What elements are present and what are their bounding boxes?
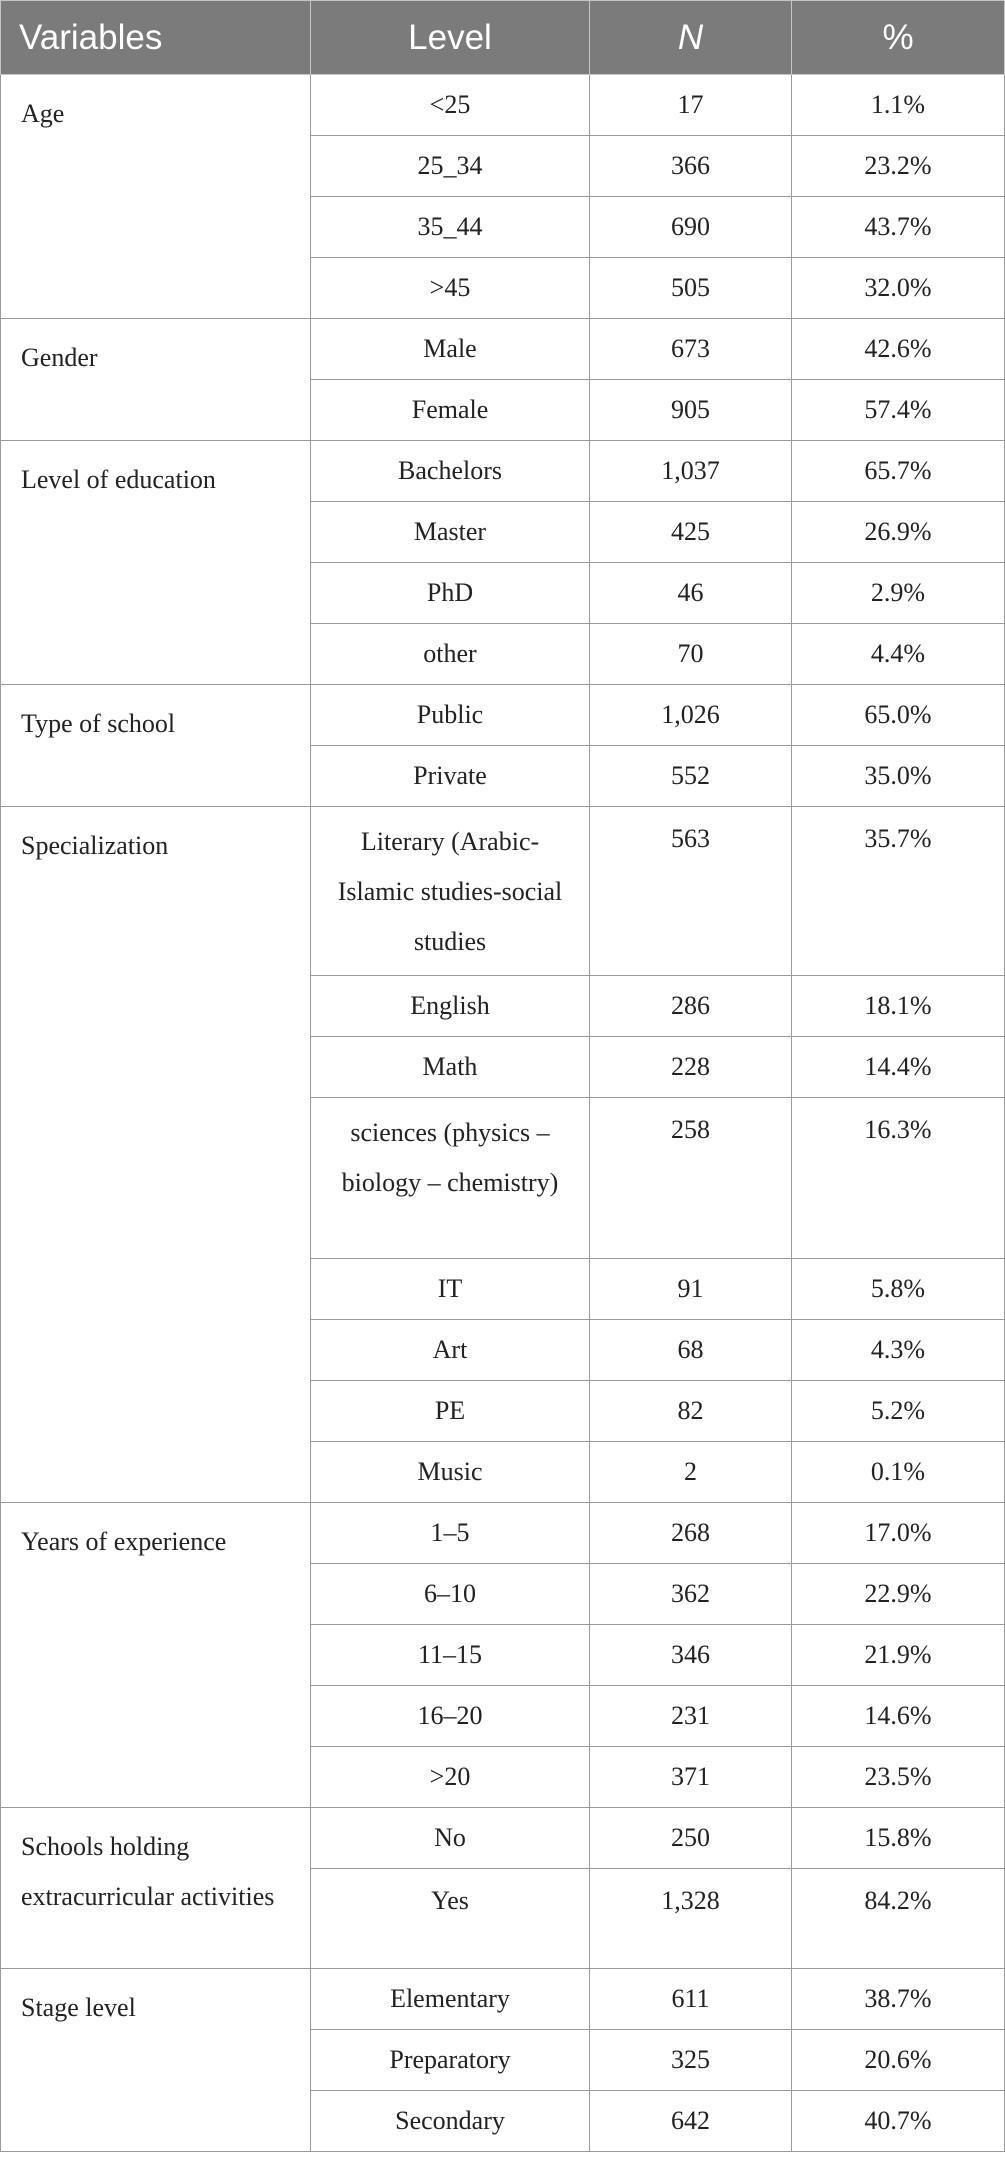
table-row: [1, 807, 1005, 976]
level-cell: Master: [311, 502, 590, 563]
level-cell: Art: [311, 1320, 590, 1381]
header-variables: Variables: [1, 1, 311, 75]
n-cell: 346: [590, 1625, 792, 1686]
n-cell: 231: [590, 1686, 792, 1747]
pct-cell: 65.0%: [792, 685, 1005, 746]
pct-cell: 2.9%: [792, 563, 1005, 624]
level-cell: Public: [311, 685, 590, 746]
pct-cell: 16.3%: [792, 1098, 1005, 1259]
level-cell: other: [311, 624, 590, 685]
level-cell: Private: [311, 746, 590, 807]
level-cell: 6–10: [311, 1564, 590, 1625]
n-cell: 46: [590, 563, 792, 624]
variable-age: Age: [1, 75, 311, 319]
level-cell: PE: [311, 1381, 590, 1442]
pct-cell: 5.2%: [792, 1381, 1005, 1442]
n-cell: 68: [590, 1320, 792, 1381]
level-cell: Yes: [311, 1869, 590, 1969]
n-cell: 371: [590, 1747, 792, 1808]
pct-cell: 84.2%: [792, 1869, 1005, 1969]
pct-cell: 4.4%: [792, 624, 1005, 685]
level-cell: 16–20: [311, 1686, 590, 1747]
pct-cell: 1.1%: [792, 75, 1005, 136]
header-n: N: [590, 1, 792, 75]
level-cell: English: [311, 976, 590, 1037]
table-row: [1, 1969, 1005, 2030]
table-row: [1, 319, 1005, 380]
table-row: [1, 75, 1005, 136]
n-cell: 690: [590, 197, 792, 258]
n-cell: 552: [590, 746, 792, 807]
level-cell: Secondary: [311, 2091, 590, 2152]
level-cell: >20: [311, 1747, 590, 1808]
level-cell: Music: [311, 1442, 590, 1503]
n-cell: 325: [590, 2030, 792, 2091]
n-cell: 611: [590, 1969, 792, 2030]
n-cell: 905: [590, 380, 792, 441]
variable-experience: Years of experience: [1, 1503, 311, 1808]
n-cell: 1,037: [590, 441, 792, 502]
n-cell: 91: [590, 1259, 792, 1320]
n-cell: 1,026: [590, 685, 792, 746]
level-cell: Preparatory: [311, 2030, 590, 2091]
n-cell: 505: [590, 258, 792, 319]
n-cell: 673: [590, 319, 792, 380]
n-cell: 228: [590, 1037, 792, 1098]
n-cell: 70: [590, 624, 792, 685]
level-cell: Math: [311, 1037, 590, 1098]
pct-cell: 4.3%: [792, 1320, 1005, 1381]
level-cell: Female: [311, 380, 590, 441]
table-row: [1, 1808, 1005, 1869]
level-cell: Literary (Arabic-Islamic studies-social studies: [311, 807, 590, 976]
n-cell: 366: [590, 136, 792, 197]
pct-cell: 18.1%: [792, 976, 1005, 1037]
n-cell: 642: [590, 2091, 792, 2152]
pct-cell: 23.5%: [792, 1747, 1005, 1808]
pct-cell: 42.6%: [792, 319, 1005, 380]
variable-gender: Gender: [1, 319, 311, 441]
variable-extracurricular: Schools holding extracurricular activities: [1, 1808, 311, 1969]
n-cell: 425: [590, 502, 792, 563]
variable-school-type: Type of school: [1, 685, 311, 807]
variable-stage: Stage level: [1, 1969, 311, 2152]
pct-cell: 5.8%: [792, 1259, 1005, 1320]
pct-cell: 14.6%: [792, 1686, 1005, 1747]
pct-cell: 17.0%: [792, 1503, 1005, 1564]
table-row: [1, 685, 1005, 746]
pct-cell: 57.4%: [792, 380, 1005, 441]
variable-specialization: Specialization: [1, 807, 311, 1503]
n-cell: 286: [590, 976, 792, 1037]
level-cell: Bachelors: [311, 441, 590, 502]
level-cell: Elementary: [311, 1969, 590, 2030]
pct-cell: 35.7%: [792, 807, 1005, 976]
level-cell: 11–15: [311, 1625, 590, 1686]
table-body: [1, 75, 1005, 2152]
n-cell: 250: [590, 1808, 792, 1869]
level-cell: IT: [311, 1259, 590, 1320]
pct-cell: 20.6%: [792, 2030, 1005, 2091]
pct-cell: 0.1%: [792, 1442, 1005, 1503]
n-cell: 362: [590, 1564, 792, 1625]
pct-cell: 14.4%: [792, 1037, 1005, 1098]
n-cell: 2: [590, 1442, 792, 1503]
n-cell: 1,328: [590, 1869, 792, 1969]
table-row: [1, 441, 1005, 502]
pct-cell: 43.7%: [792, 197, 1005, 258]
level-cell: No: [311, 1808, 590, 1869]
table-row: [1, 1503, 1005, 1564]
n-cell: 258: [590, 1098, 792, 1259]
level-cell: <25: [311, 75, 590, 136]
level-cell: 25_34: [311, 136, 590, 197]
n-cell: 82: [590, 1381, 792, 1442]
level-cell: 35_44: [311, 197, 590, 258]
pct-cell: 40.7%: [792, 2091, 1005, 2152]
level-cell: sciences (physics – biology – chemistry): [311, 1098, 590, 1259]
level-cell: Male: [311, 319, 590, 380]
pct-cell: 15.8%: [792, 1808, 1005, 1869]
pct-cell: 21.9%: [792, 1625, 1005, 1686]
level-cell: PhD: [311, 563, 590, 624]
pct-cell: 23.2%: [792, 136, 1005, 197]
pct-cell: 26.9%: [792, 502, 1005, 563]
n-cell: 17: [590, 75, 792, 136]
n-cell: 268: [590, 1503, 792, 1564]
pct-cell: 32.0%: [792, 258, 1005, 319]
header-row: [1, 1, 1005, 75]
variable-education: Level of education: [1, 441, 311, 685]
pct-cell: 35.0%: [792, 746, 1005, 807]
table-header: [1, 1, 1005, 75]
header-percent: %: [792, 1, 1005, 75]
level-cell: >45: [311, 258, 590, 319]
pct-cell: 38.7%: [792, 1969, 1005, 2030]
header-level: Level: [311, 1, 590, 75]
n-cell: 563: [590, 807, 792, 976]
pct-cell: 65.7%: [792, 441, 1005, 502]
level-cell: 1–5: [311, 1503, 590, 1564]
pct-cell: 22.9%: [792, 1564, 1005, 1625]
